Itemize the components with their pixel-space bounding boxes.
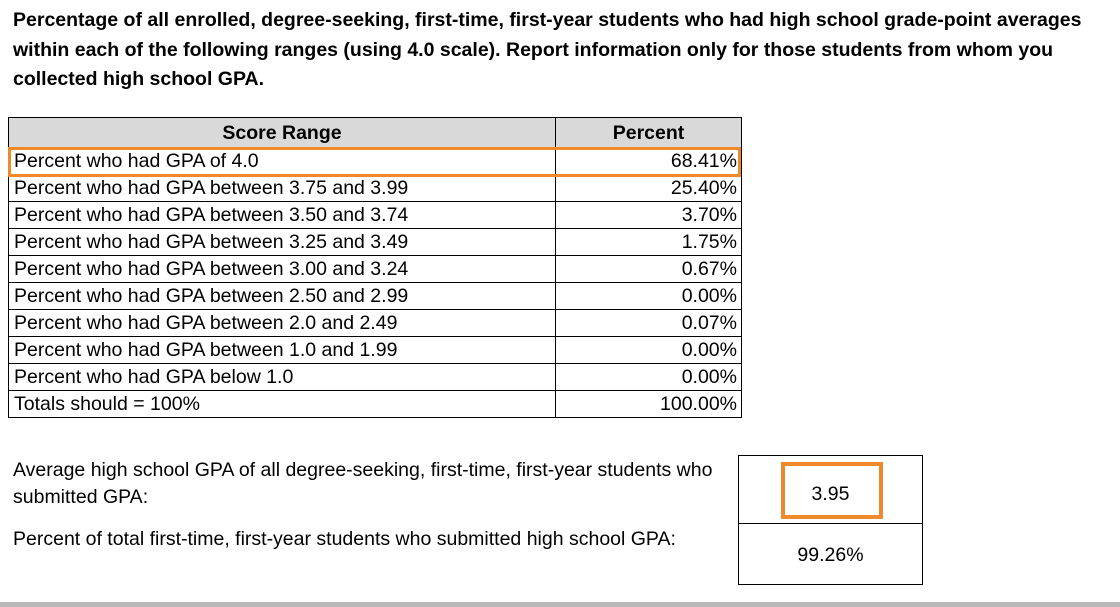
score-range-cell: Percent who had GPA of 4.0 [9, 148, 556, 175]
score-range-cell: Percent who had GPA between 1.0 and 1.99 [9, 337, 556, 364]
table-row [9, 202, 742, 229]
percent-cell: 68.41% [556, 148, 742, 175]
column-header-percent: Percent [556, 118, 742, 148]
gpa-range-table [8, 117, 742, 418]
table-header-row [9, 118, 742, 148]
percent-cell: 0.00% [556, 283, 742, 310]
table-row [9, 391, 742, 418]
average-gpa-label: Average high school GPA of all degree-seeking, first-time, first-year students who submitted GPA: [13, 459, 713, 508]
table-row [9, 337, 742, 364]
score-range-cell: Percent who had GPA between 3.50 and 3.74 [9, 202, 556, 229]
percent-cell: 100.00% [556, 391, 742, 418]
submitted-gpa-value: 99.26% [797, 544, 864, 566]
summary-divider [739, 523, 922, 524]
percent-cell: 0.00% [556, 337, 742, 364]
table-row [9, 256, 742, 283]
average-gpa-value: 3.95 [811, 483, 850, 505]
table-row [9, 229, 742, 256]
percent-cell: 0.00% [556, 364, 742, 391]
score-range-cell: Percent who had GPA between 3.00 and 3.24 [9, 256, 556, 283]
score-range-cell: Percent who had GPA between 2.0 and 2.49 [9, 310, 556, 337]
percent-cell: 0.67% [556, 256, 742, 283]
percent-cell: 25.40% [556, 175, 742, 202]
percent-cell: 1.75% [556, 229, 742, 256]
page-heading: Percentage of all enrolled, degree-seeking, first-time, first-year students who had high school grade-point averages within each of the following ranges (using 4.0 scale). Report information only for those students from whom you collected high school GPA. [13, 9, 1082, 90]
score-range-cell: Totals should = 100% [9, 391, 556, 418]
table-row [9, 283, 742, 310]
percent-cell: 3.70% [556, 202, 742, 229]
table-row [9, 175, 742, 202]
submitted-gpa-label: Percent of total first-time, first-year students who submitted high school GPA: [13, 528, 676, 550]
score-range-cell: Percent who had GPA between 3.25 and 3.49 [9, 229, 556, 256]
table-row [9, 310, 742, 337]
window-bottom-edge [0, 602, 1120, 607]
column-header-score-range: Score Range [9, 118, 556, 148]
score-range-cell: Percent who had GPA between 3.75 and 3.99 [9, 175, 556, 202]
table-row [9, 364, 742, 391]
score-range-cell: Percent who had GPA between 2.50 and 2.99 [9, 283, 556, 310]
summary-values-box [738, 455, 923, 585]
table-row [9, 148, 742, 175]
score-range-cell: Percent who had GPA below 1.0 [9, 364, 556, 391]
percent-cell: 0.07% [556, 310, 742, 337]
